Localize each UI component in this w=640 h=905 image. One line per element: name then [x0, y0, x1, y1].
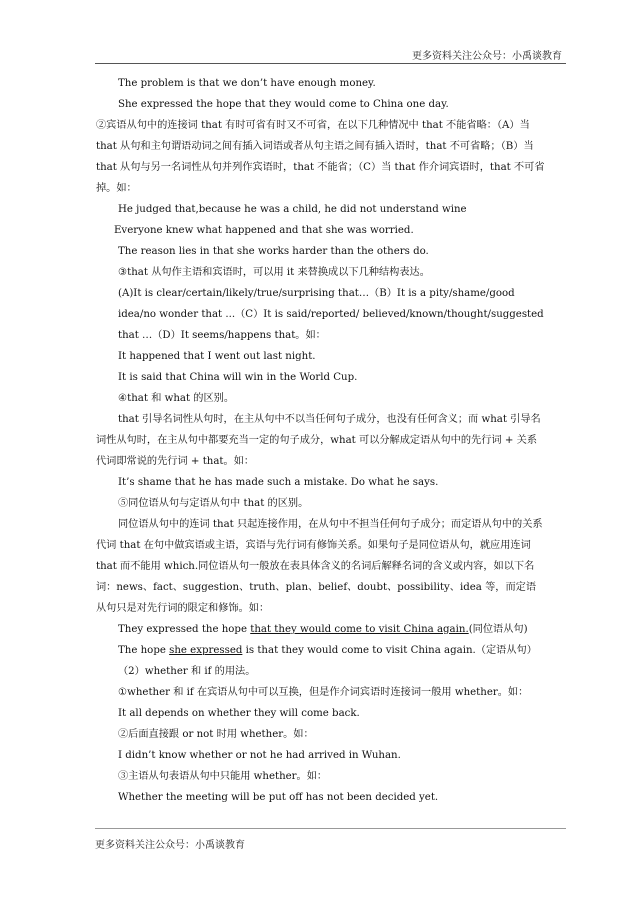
rule-paragraph	[96, 283, 545, 346]
document-body	[96, 73, 545, 808]
example-sentence: The reason lies in that she works harder than the others do.	[118, 246, 429, 257]
example-sentence: Whether the meeting will be put off has not been decided yet.	[118, 792, 439, 803]
text-segment: They expressed the hope	[118, 624, 251, 635]
rule-heading: ①whether 和 if 在宾语从句中可以互换，但是作介词宾语时连接词一般用 whether。如：	[118, 687, 529, 698]
clause-note: (同位语从句)	[468, 624, 528, 635]
example-sentence: The problem is that we don’t have enough money.	[118, 78, 376, 89]
rule-paragraph: that 引导名词性从句时，在主从句中不以当任何句子成分，也没有任何含义；而 what 引导名词性从句时，在主从句中都要充当一定的句子成分，what 可以分解成定语从句中的先行词 + 关系代词即常说的先行词 + that。如：	[96, 414, 541, 467]
example-sentence: It all depends on whether they will come back.	[118, 708, 360, 719]
example-sentence: It’s shame that he has made such a mistake. Do what he says.	[118, 477, 439, 488]
example-sentence: He judged that,because he was a child, he did not understand wine	[118, 204, 467, 215]
page-header: 更多资料关注公众号：小禹谈教育	[412, 51, 562, 62]
rule-heading: ③主语从句表语从句中只能用 whether。如：	[118, 771, 328, 782]
example-sentence: Everyone knew what happened and that she was worried.	[114, 225, 414, 236]
example-sentence: It is said that China will win in the World Cup.	[118, 372, 358, 383]
example-sentence	[96, 619, 545, 640]
text-segment: is that they would come to visit China again.（定语从句）	[242, 645, 537, 656]
rule-paragraph: 同位语从句中的连词 that 只起连接作用，在从句中不担当任何句子成分；而定语从句中的关系代词 that 在句中做宾语或主语，宾语与先行词有修饰关系。如果句子是同位语从句，就应用连词 that 而不能用 which.同位语从句一般放在表具体含义的名词后解释名词的含义或内容，如以下名词：news、fact、suggestion、truth、plan、belief、doubt、possibility、idea 等，而定语从句只是对先行词的限定和修饰。如：	[96, 519, 543, 614]
rule-paragraph: ②宾语从句中的连接词 that 有时可省有时又不可省，在以下几种情况中 that 不能省略：（A）当 that 从句和主句谓语动词之间有插入词语或者从句主语之间有插入语时，that 不可省略；（B）当 that 从句与另一名词性从句并列作宾语时，that 不能省；（C）当 that 作介词宾语时，that 不可省掉。如：	[96, 120, 545, 194]
example-sentence: It happened that I went out last night.	[118, 351, 316, 362]
rule-heading: ③that 从句作主语和宾语时，可以用 it 来替换成以下几种结构表达。	[118, 267, 430, 278]
example-sentence: She expressed the hope that they would come to China one day.	[118, 99, 449, 110]
structure-list: (A)It is clear/certain/likely/true/surprising that…（B）It is a pity/shame/good idea/no wonder that ...（C）It is said/reported/ believed/known/thought/suggested that …（D）It seems/happens that。如：	[118, 288, 544, 341]
rule-heading: ④that 和 what 的区别。	[118, 393, 235, 404]
header-rule	[95, 63, 566, 64]
text-segment: The hope	[118, 645, 170, 656]
footer-rule	[95, 828, 566, 829]
section-heading: （2）whether 和 if 的用法。	[118, 666, 256, 677]
example-sentence	[96, 640, 545, 661]
example-sentence: I didn’t know whether or not he had arrived in Wuhan.	[118, 750, 401, 761]
rule-heading: ⑤同位语从句与定语从句中 that 的区别。	[118, 498, 309, 509]
rule-heading: ②后面直接跟 or not 时用 whether。如：	[118, 729, 314, 740]
page-footer: 更多资料关注公众号：小禹谈教育	[95, 840, 245, 851]
underlined-clause: that they would come to visit China again.	[250, 624, 469, 635]
underlined-clause: she expressed	[169, 645, 243, 656]
